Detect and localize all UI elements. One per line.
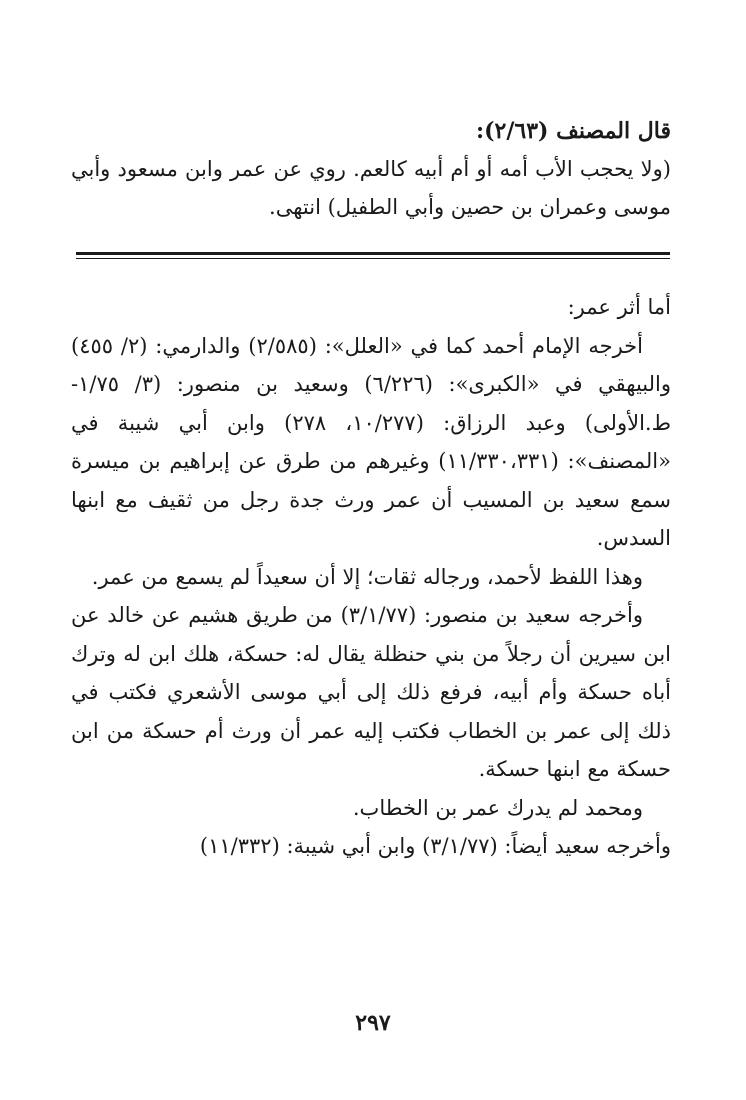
quote-heading: قال المصنف (٢/٦٣): (476, 118, 671, 144)
paragraph-muhammad-note: ومحمد لم يدرك عمر بن الخطاب. (352, 795, 643, 820)
page-number: ٢٩٧ (355, 1010, 391, 1036)
paragraph-said-narration: وأخرجه سعيد بن منصور: (٣/١/٧٧) من طريق هشيم عن خالد عن ابن سيرين أن رجلاً من بني حنظلة يقال له: حسكة، هلك ابن له وترك أباه حسكة وأم أبيه، فرفع ذلك إلى أبي موسى الأشعري فكتب في ذلك إلى عمر بن الخطاب فكتب إليه عمر أن ورث أم حسكة من ابن حسكة مع ابنها حسكة. (71, 603, 671, 781)
commentary-body (71, 288, 671, 866)
separator-thin-line (76, 258, 670, 259)
paragraph-sources: أخرجه الإمام أحمد كما في «العلل»: (٢/٥٨٥) والدارمي: (٢/ ٤٥٥) والبيهقي في «الكبرى»: (٦/٢٢٦) وسعيد بن منصور: (٣/ ١/٧٥-ط.الأولى) وعبد الرزاق: (١٠/٢٧٧، ٢٧٨) وابن أبي شيبة في «المصنف»: (١١/٣٣٠،٣٣١) وغيرهم من طرق عن إبراهيم بن ميسرة سمع سعيد بن المسيب أن عمر ورث جدة رجل من ثقيف مع ابنها السدس. (71, 333, 672, 550)
author-quote-block (71, 112, 671, 226)
paragraph-umar-heading: أما أثر عمر: (567, 295, 671, 319)
paragraph-further-sources: وأخرجه سعيد أيضاً: (٣/١/٧٧) وابن أبي شيبة: (١١/٣٣٢) (199, 834, 671, 858)
quote-text: (ولا يحجب الأب أمه أو أم أبيه كالعم. روي عن عمر وابن مسعود وأبي موسى وعمران بن حصين وأبي الطفيل) انتهى. (71, 157, 671, 219)
paragraph-grading: وهذا اللفظ لأحمد، ورجاله ثقات؛ إلا أن سعيداً لم يسمع من عمر. (91, 564, 643, 589)
separator-thick-line (76, 252, 670, 255)
